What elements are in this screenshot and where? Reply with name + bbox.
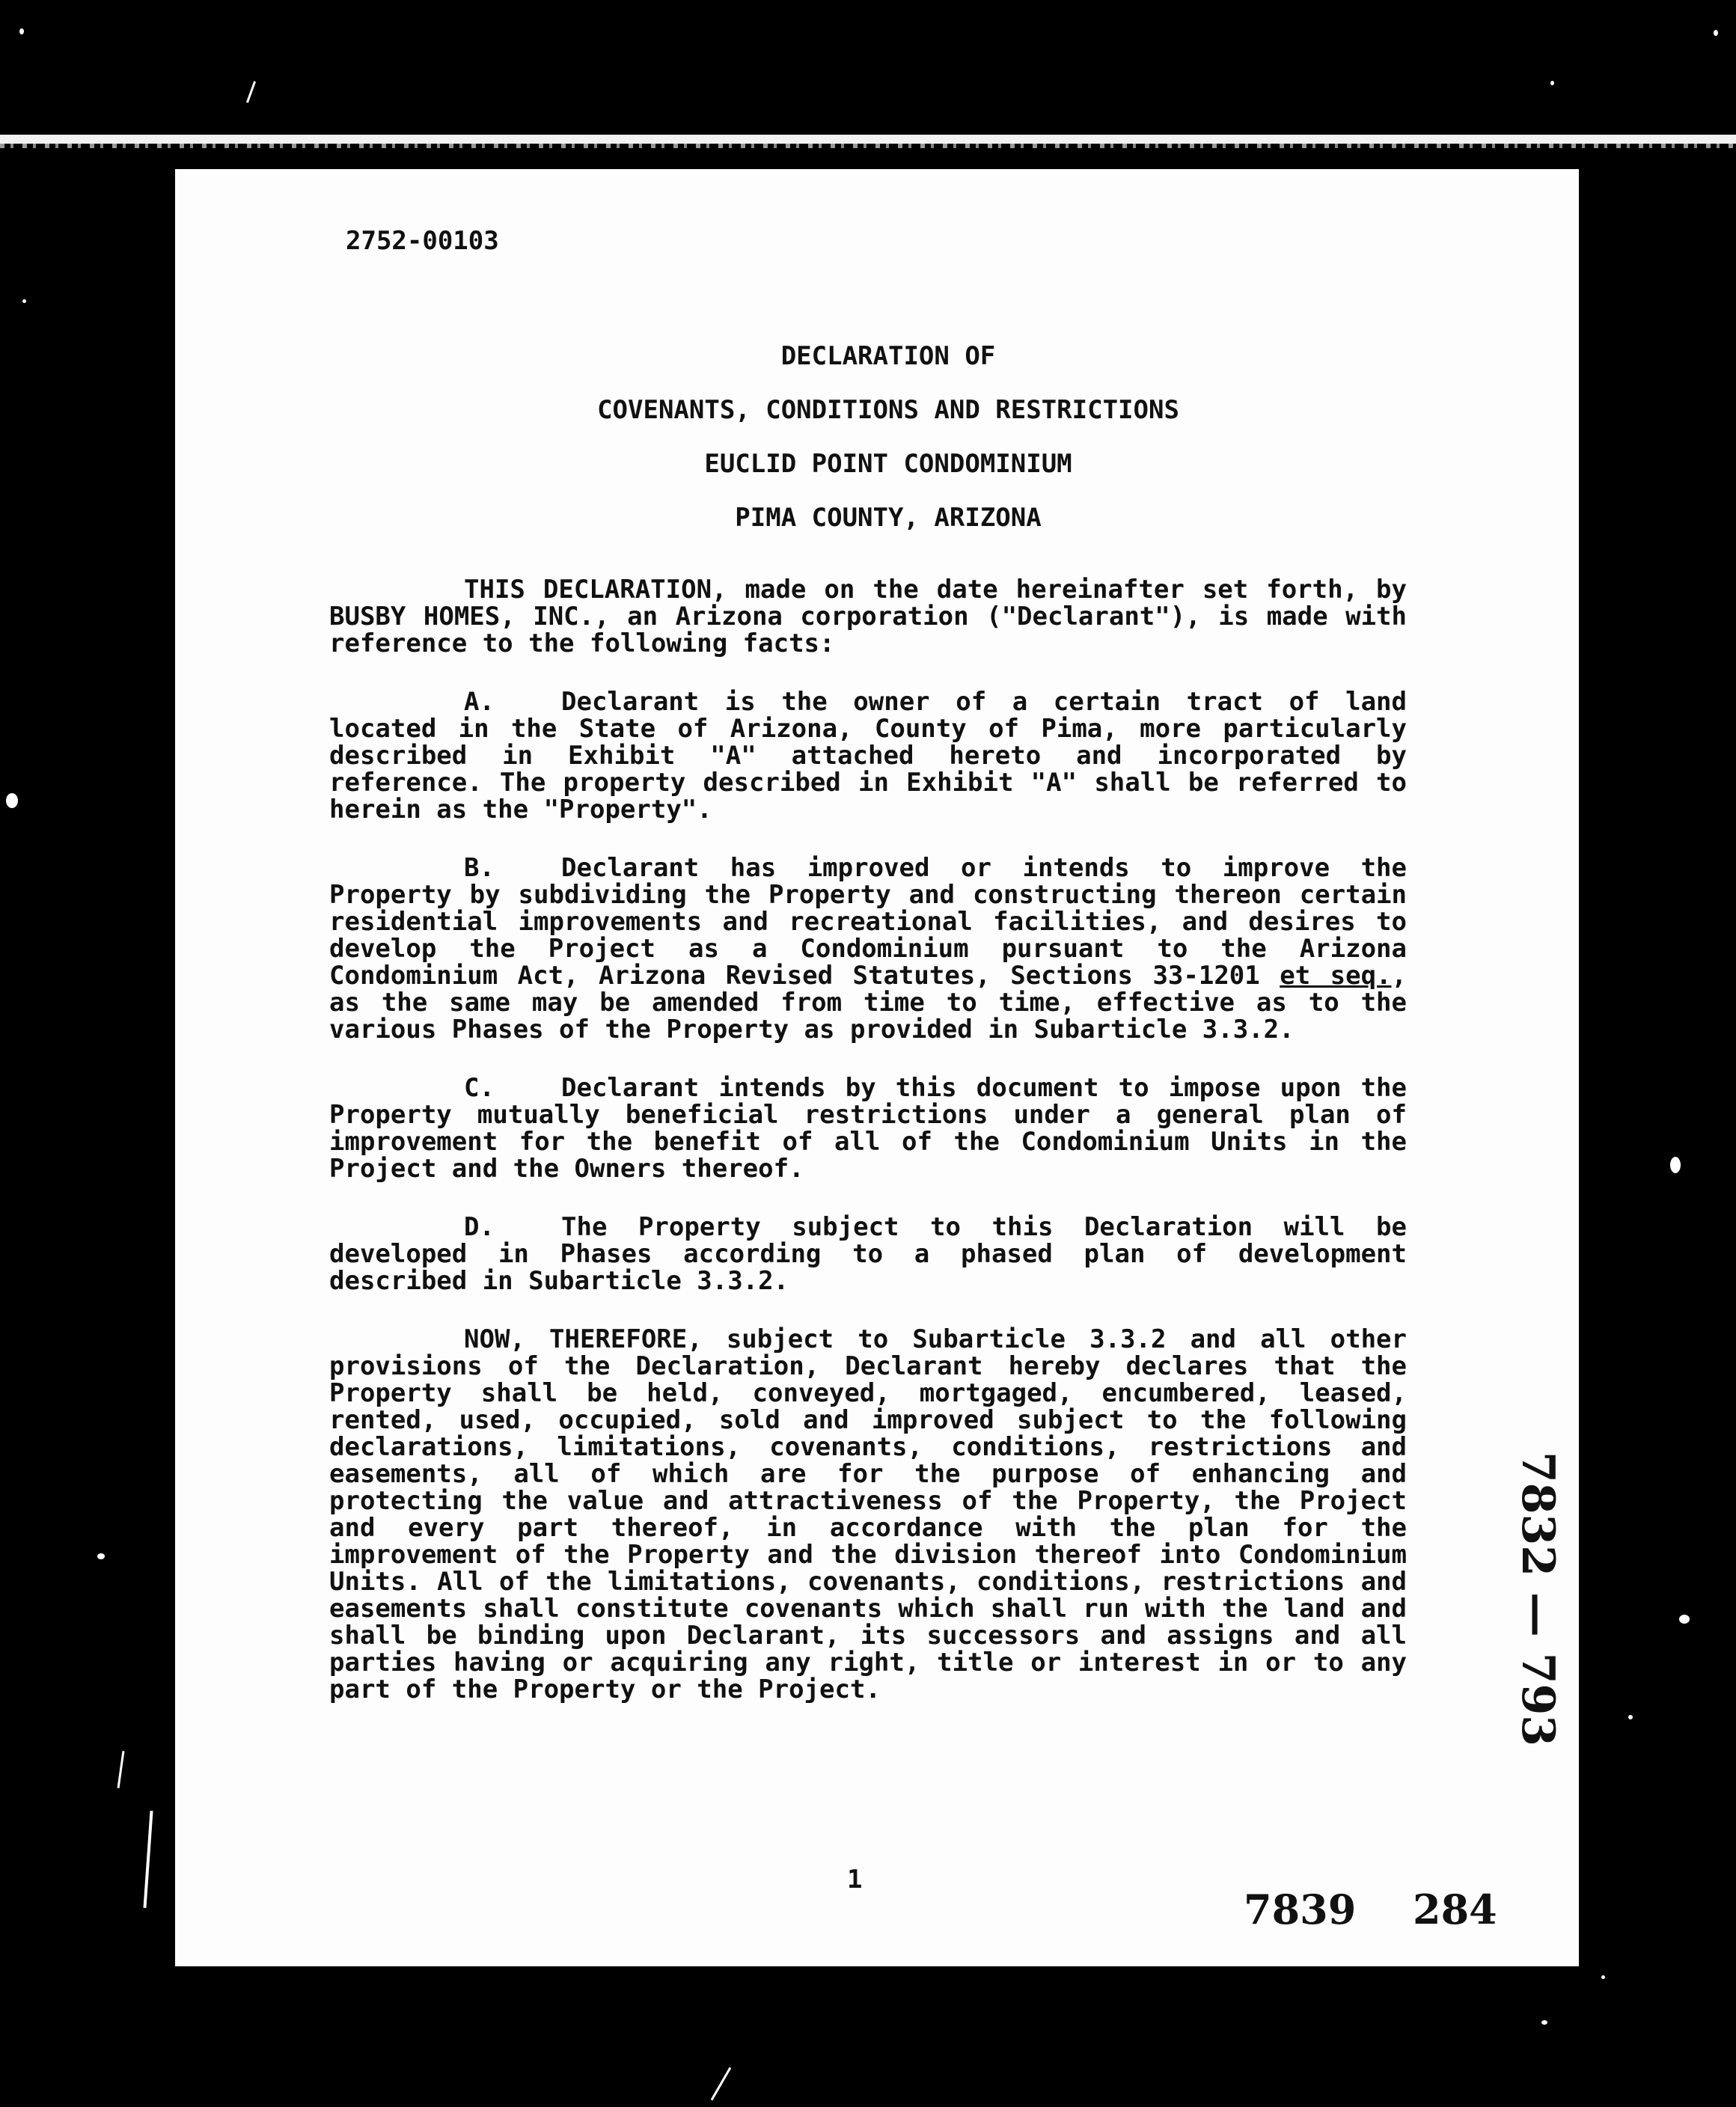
recital-paragraph-d: [329, 1214, 1407, 1294]
recital-paragraph-c: [329, 1074, 1407, 1182]
intro-paragraph: THIS DECLARATION, made on the date hereinafter set forth, by BUSBY HOMES, INC., an Arizona corporation ("Declarant"), is made with reference to the following facts:: [329, 575, 1407, 658]
margin-recording-stamp: 7832 — 793: [1512, 1452, 1564, 1747]
scan-top-rule: [0, 135, 1736, 144]
recital-text: The Property subject to this Declaration will be developed in Phases according to a phased plan of development described in Subarticle 3.3.2.: [329, 1212, 1407, 1296]
recital-label: A.: [464, 687, 495, 717]
scan-speck: [97, 1553, 105, 1559]
document-id: 2752-00103: [346, 226, 499, 256]
recital-text: Declarant has improved or intends to improve the Property by subdividing the Property and constructing thereon certain residential improvements and recreational facilities, and desires to develop the Project as a Condominium pursuant to the Arizona Condominium Act, Arizona Revised Statutes, Sections 33-1201: [329, 853, 1407, 991]
recital-label: B.: [464, 853, 495, 883]
recital-text: Declarant is the owner of a certain tract of land located in the State of Arizona, County of Pima, more particularly described in Exhibit "A" attached hereto and incorporated by reference. The property described in Exhibit "A" shall be referred to herein as the "Property".: [329, 687, 1407, 825]
recital-text: Declarant intends by this document to impose upon the Property mutually beneficial restrictions under a general plan of improvement for the benefit of all of the Condominium Units in the Project and the Owners thereof.: [329, 1073, 1407, 1184]
title-line: COVENANTS, CONDITIONS AND RESTRICTIONS: [597, 395, 1179, 425]
recording-book-number: 7839: [1244, 1886, 1357, 1933]
title-line: DECLARATION OF: [780, 341, 996, 371]
document-title: [175, 329, 1579, 545]
scan-speck: [6, 793, 18, 808]
page-number: 1: [847, 1865, 863, 1895]
scan-speck: [22, 299, 26, 303]
recording-page-number: 284: [1413, 1886, 1497, 1933]
recital-text-underlined: et seq.: [1280, 961, 1392, 991]
scan-speck: [1679, 1615, 1690, 1624]
now-therefore-paragraph: NOW, THEREFORE, subject to Subarticle 3.3.2 and all other provisions of the Declaration, Declarant hereby declares that the Property shall be held, conveyed, mortgaged, encumbered, leased, rented, used, occupied, sold and improved subject to the following declarations, limitations, covenants, conditions, restrictions and easements, all of which are for the purpose of enhancing and protecting the value and attractiveness of the Property, the Project and every part thereof, in accordance with the plan for the improvement of the Property and the division thereof into Condominium Units. All of the limitations, covenants, conditions, restrictions and easements shall constitute covenants which shall run with the land and shall be binding upon Declarant, its successors and assigns and all parties having or acquiring any right, title or interest in or to any part of the Property or the Project.: [329, 1324, 1407, 1704]
document-body: [329, 576, 1407, 1734]
scan-speck: [1550, 81, 1554, 85]
scan-speck: [1714, 30, 1718, 36]
scan-speck: [1670, 1157, 1681, 1173]
recital-label: D.: [464, 1212, 495, 1242]
recital-paragraph-a: [329, 688, 1407, 823]
recital-label: C.: [464, 1073, 495, 1103]
title-line: EUCLID POINT CONDOMINIUM: [704, 449, 1072, 479]
scan-speck: [1601, 1975, 1605, 1979]
scan-top-noise: [0, 144, 1736, 148]
recital-text: , as the same may be amended from time to time, effective as to the various Phases of the Property as provided in Subarticle 3.3.2.: [329, 961, 1407, 1045]
title-line: PIMA COUNTY, ARIZONA: [735, 503, 1042, 533]
scan-speck: [1541, 2020, 1547, 2025]
scan-speck: [1628, 1715, 1633, 1719]
recital-paragraph-b: [329, 854, 1407, 1043]
scan-speck: [19, 28, 24, 34]
